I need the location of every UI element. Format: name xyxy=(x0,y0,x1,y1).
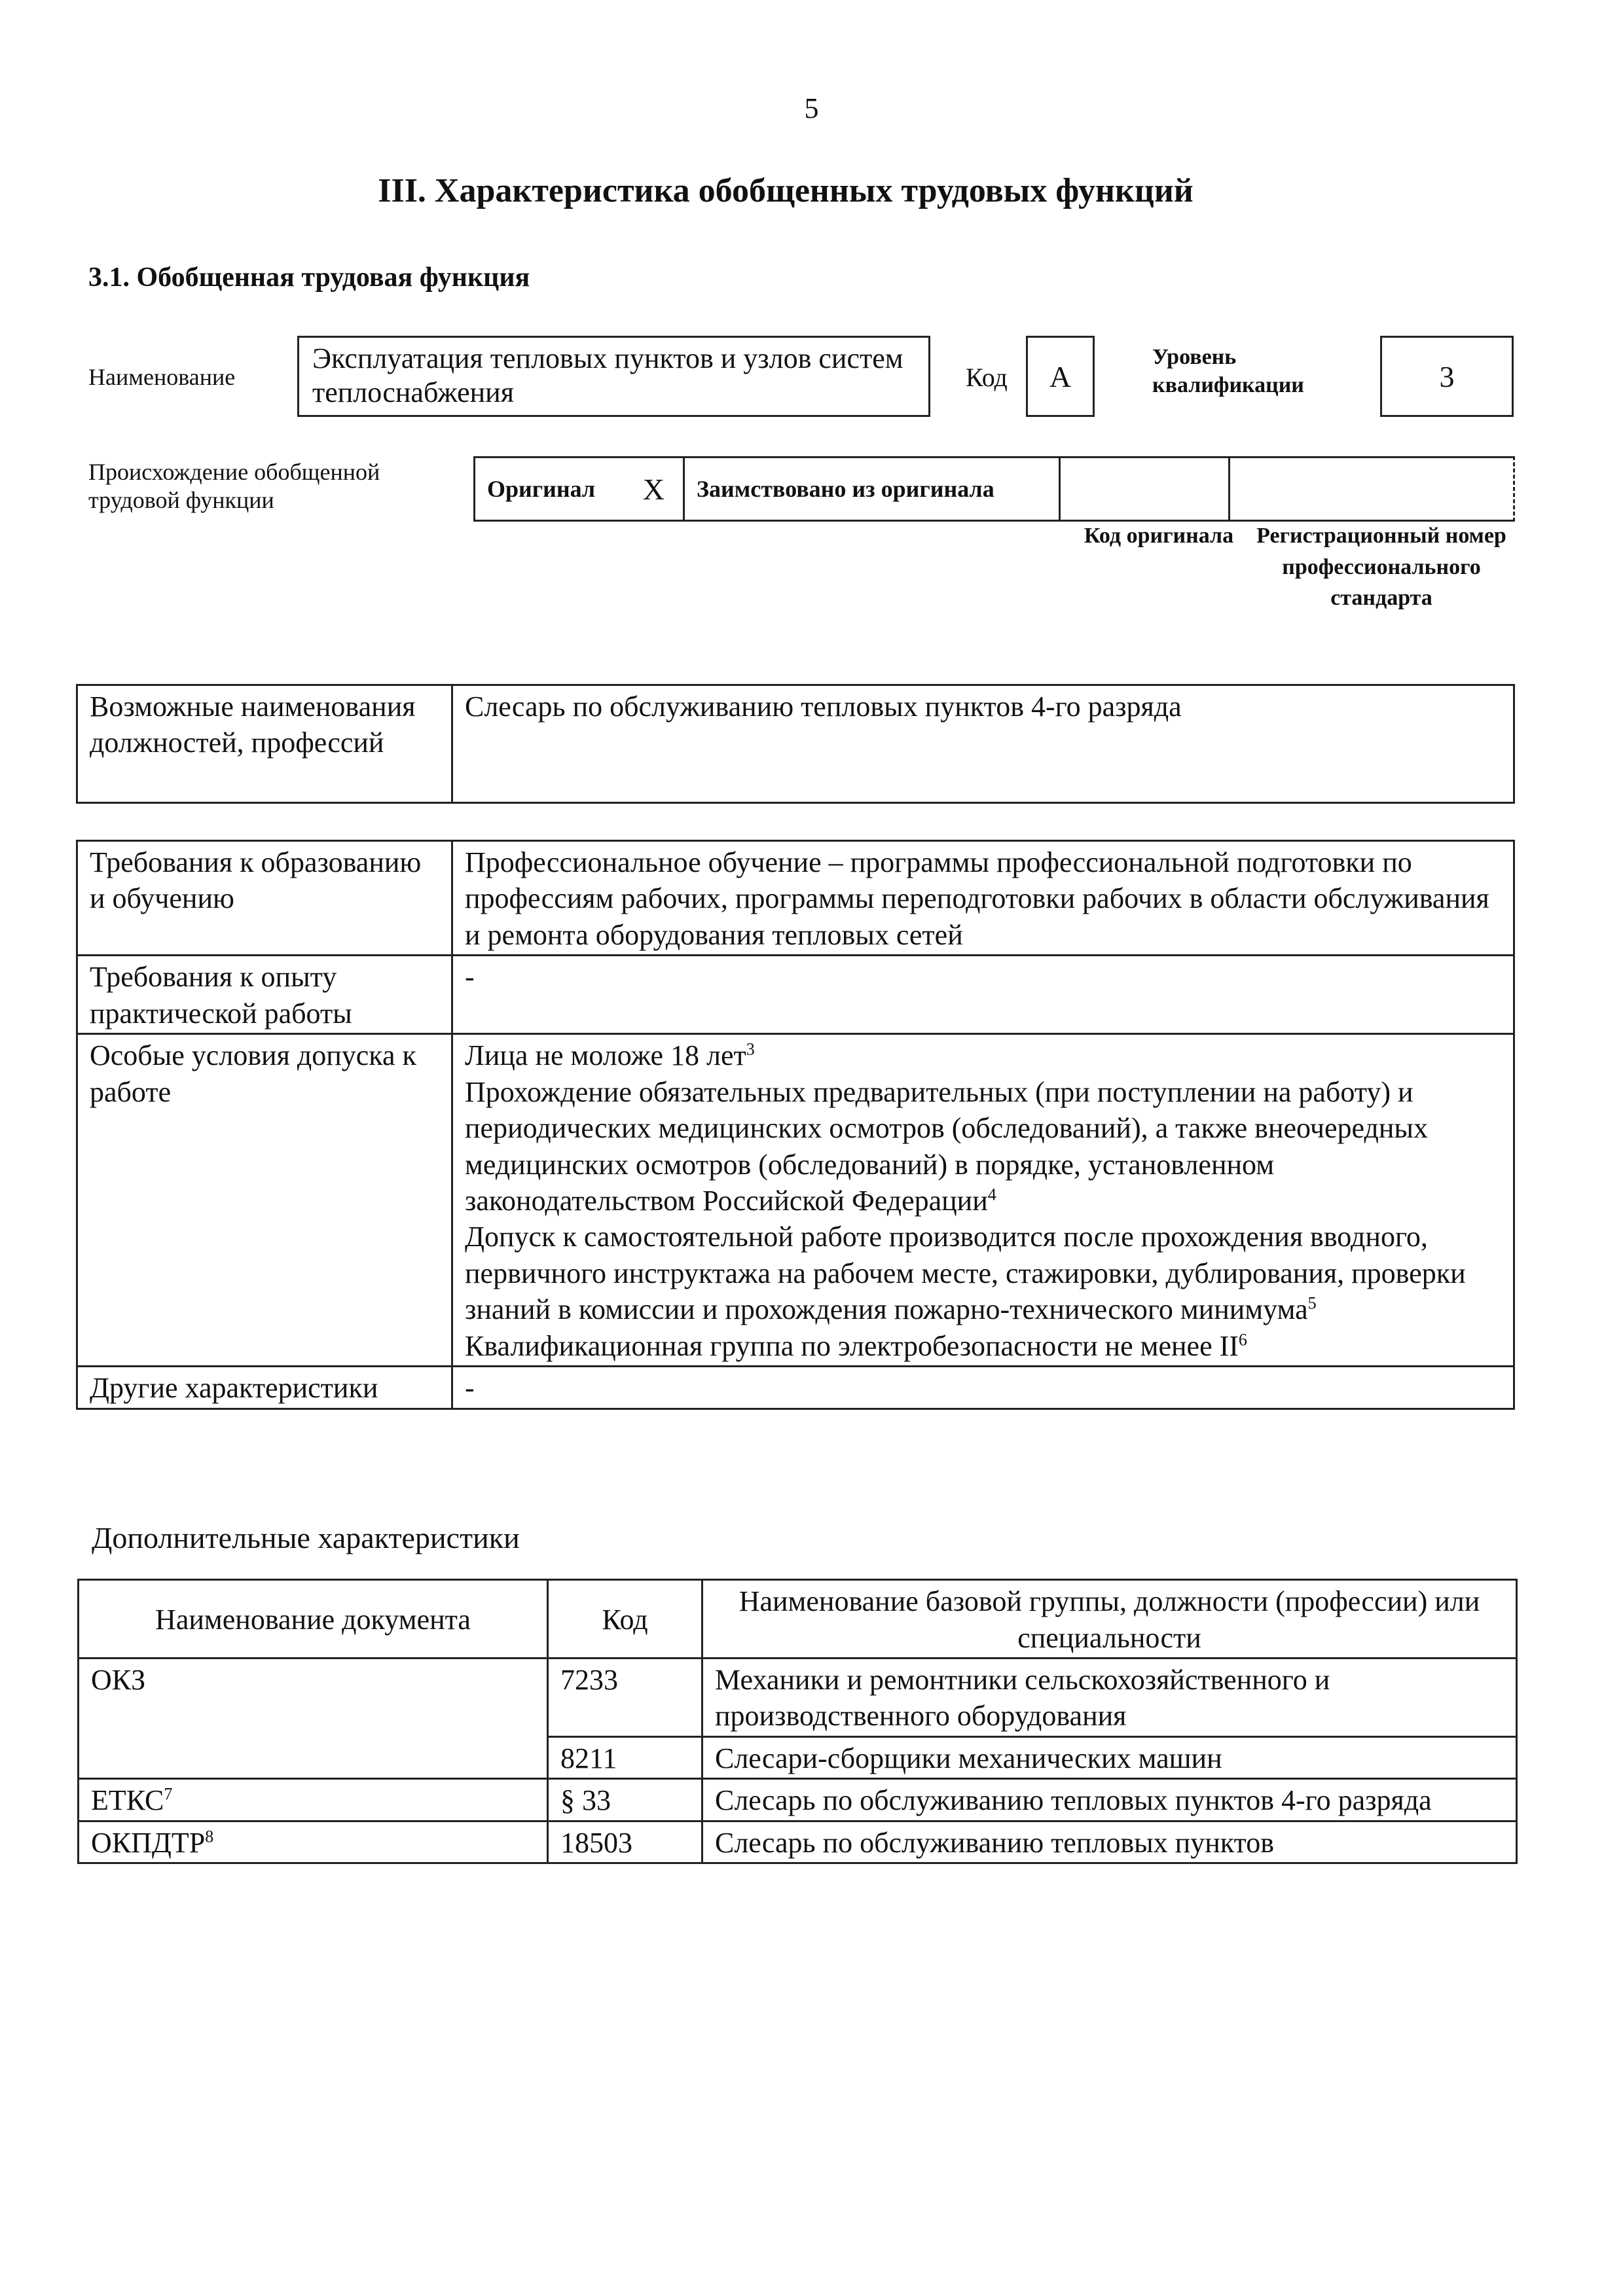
education-value: Профессиональное обучение – программы профессиональной подготовки по профессиям рабочих, программы переподготовки рабочих в области обслуживания и ремонта оборудования тепловых сетей xyxy=(452,841,1514,956)
name-label: Наименование xyxy=(88,364,236,390)
col-code-header: Код xyxy=(548,1580,702,1659)
condition-item: Квалификационная группа по электробезопасности не менее $II^6$ xyxy=(465,1329,1247,1362)
positions-label: Возможные наименования должностей, профессий xyxy=(77,685,452,803)
table-row xyxy=(79,1659,1517,1737)
positions-value: Слесарь по обслуживанию тепловых пунктов 4-го разряда xyxy=(452,685,1514,803)
name-value-box: Эксплуатация тепловых пунктов и узлов систем теплоснабжения xyxy=(297,336,930,417)
condition-item: Лица не моложе 18 лет$^3$ xyxy=(465,1039,755,1072)
name-cell: Слесарь по обслуживанию тепловых пунктов 4-го разряда xyxy=(702,1779,1517,1821)
table-row xyxy=(79,1821,1517,1863)
code-value-box: А xyxy=(1026,336,1095,417)
origin-borrowed-cell: Заимствовано из оригинала xyxy=(685,458,1061,520)
origin-code-cell xyxy=(1061,458,1230,520)
doc-cell: ОКЗ xyxy=(79,1659,548,1779)
code-cell: 18503 xyxy=(548,1821,702,1863)
code-original-caption: Код оригинала xyxy=(1084,524,1234,548)
table-row xyxy=(79,1779,1517,1821)
additional-table xyxy=(77,1579,1518,1864)
requirements-table xyxy=(76,840,1515,1410)
experience-label: Требования к опыту практической работы xyxy=(77,956,452,1034)
condition-item: Прохождение обязательных предварительных (при поступлении на работу) и периодических медицинских осмотров (обследований), а также внеочередных медицинских осмотров (обследований) в порядке, установленном законодательством Российской Федерации$^4$ xyxy=(465,1075,1428,1217)
code-cell: 8211 xyxy=(548,1736,702,1778)
conditions-label: Особые условия допуска к работе xyxy=(77,1034,452,1367)
page-number: 5 xyxy=(804,92,819,124)
doc-cell: ЕТКС$^7$ xyxy=(79,1779,548,1821)
condition-item: Допуск к самостоятельной работе производится после прохождения вводного, первичного инструктажа на рабочем месте, стажировки, дублирования, проверки знаний в комиссии и прохождения пожарно-технического минимума$^5$ xyxy=(465,1221,1466,1326)
code-label: Код xyxy=(966,363,1008,392)
conditions-value xyxy=(452,1034,1514,1367)
reg-number-caption: Регистрационный номер профессионального стандарта xyxy=(1256,524,1506,611)
footnote-ref: 3 xyxy=(746,1039,755,1059)
level-label: Уровень квалификации xyxy=(1152,345,1304,397)
origin-original-mark: X xyxy=(642,472,665,506)
origin-row xyxy=(473,456,1515,522)
additional-title: Дополнительные характеристики xyxy=(92,1521,520,1554)
code-cell: 7233 xyxy=(548,1659,702,1737)
footnote-ref: 4 xyxy=(987,1185,996,1204)
other-value: - xyxy=(452,1367,1514,1408)
positions-table xyxy=(76,684,1515,804)
origin-label: Происхождение обобщенной трудовой функции xyxy=(88,459,380,514)
footnote-ref: 8 xyxy=(205,1827,214,1846)
col-name-header: Наименование базовой группы, должности (профессии) или специальности xyxy=(702,1580,1517,1659)
name-cell: Слесари-сборщики механических машин xyxy=(702,1736,1517,1778)
footnote-ref: 6 xyxy=(1238,1330,1247,1350)
footnote-ref: 7 xyxy=(164,1784,173,1804)
origin-original-cell xyxy=(475,458,685,520)
name-cell: Механики и ремонтники сельскохозяйственного и производственного оборудования xyxy=(702,1659,1517,1737)
footnote-ref: 5 xyxy=(1307,1293,1317,1313)
code-cell: § 33 xyxy=(548,1779,702,1821)
education-label: Требования к образованию и обучению xyxy=(77,841,452,956)
origin-original-label: Оригинал xyxy=(487,476,596,502)
section-title: III. Характеристика обобщенных трудовых функций xyxy=(378,172,1194,209)
subsection-title: 3.1. Обобщенная трудовая функция xyxy=(88,262,530,293)
col-doc-header: Наименование документа xyxy=(79,1580,548,1659)
level-value-box: 3 xyxy=(1380,336,1514,417)
other-label: Другие характеристики xyxy=(77,1367,452,1408)
doc-cell: ОКПДТР$^8$ xyxy=(79,1821,548,1863)
experience-value: - xyxy=(452,956,1514,1034)
origin-reg-cell xyxy=(1230,458,1513,520)
name-cell: Слесарь по обслуживанию тепловых пунктов xyxy=(702,1821,1517,1863)
